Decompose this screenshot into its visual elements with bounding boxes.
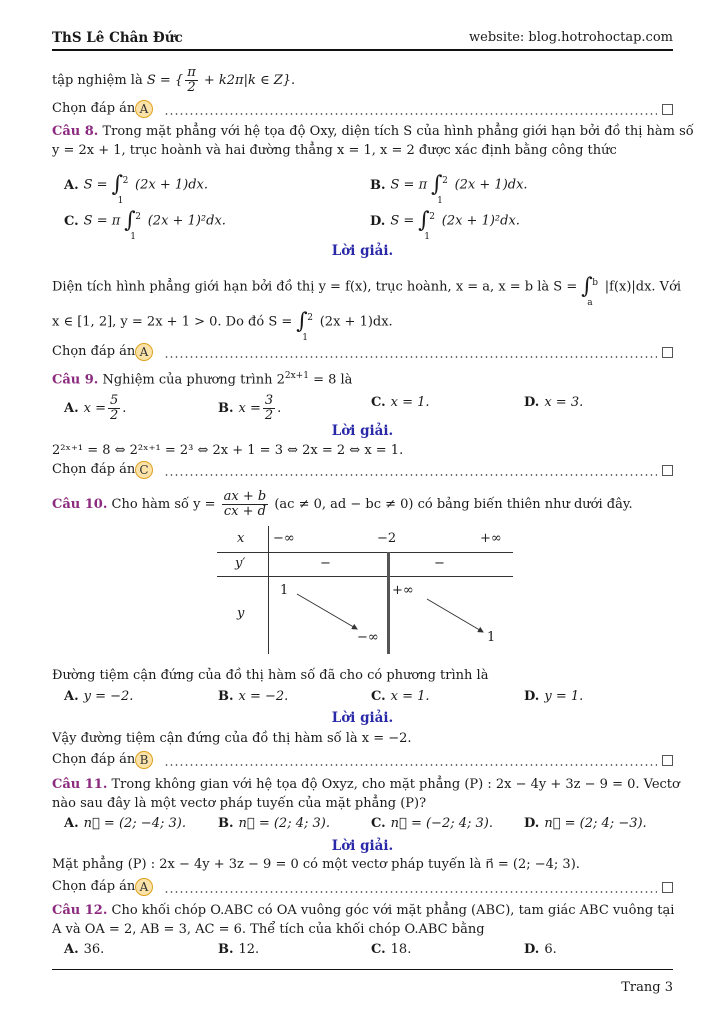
choose-label: Chọn đáp án: [52, 879, 136, 894]
option-key: A.: [64, 401, 79, 416]
q8-text2: y = 2x + 1, trục hoành và hai đường thẳng x = 1, x = 2 được xác định bằng công thức: [52, 143, 617, 158]
option-text: x = −2.: [238, 689, 289, 704]
option-key: D.: [370, 213, 386, 229]
denominator: 2: [109, 408, 119, 423]
page-number: Trang 3: [621, 980, 673, 995]
option-key: C.: [371, 395, 386, 410]
numerator: ax + b: [223, 489, 267, 504]
q10-solution-title: Lời giải.: [331, 710, 394, 726]
answer-badge: C: [135, 461, 153, 479]
choose-label: Chọn đáp án: [52, 752, 136, 767]
choose-label: Chọn đáp án: [52, 101, 136, 116]
y-value: 1: [280, 583, 289, 598]
dot-leader: [164, 474, 657, 476]
option-key: D.: [524, 395, 540, 410]
option-key: D.: [524, 816, 540, 831]
option-text: x = 3.: [544, 395, 584, 410]
q8-option-d[interactable]: [370, 208, 520, 242]
q11-text-line-2: nào sau đây là một vectơ pháp tuyến của mặt phẳng (P)?: [52, 796, 427, 811]
option-post: .: [122, 401, 127, 416]
prev-solution-line: [52, 66, 295, 95]
option-pre: S = π: [83, 213, 121, 229]
q8-solution-line-1: [52, 274, 682, 308]
q10-question: Đường tiệm cận đứng của đồ thị hàm số đã cho có phương trình là: [52, 668, 489, 683]
lower-bound: a: [587, 298, 593, 308]
option-key: B.: [218, 689, 234, 704]
option-key: A.: [64, 689, 79, 704]
x-value: −2: [377, 531, 397, 546]
website-link[interactable]: website: blog.hotrohoctap.com: [469, 30, 673, 45]
q9-text: Nghiệm của phương trình 2: [102, 372, 285, 388]
lower-bound: 1: [424, 232, 431, 242]
x-value: −∞: [273, 531, 295, 546]
q9-solution-title: Lời giải.: [331, 423, 394, 439]
q11-solution-title: Lời giải.: [331, 838, 394, 854]
derivative-sign: −: [434, 556, 445, 571]
upper-bound: 2: [122, 176, 129, 186]
q12-text1: Cho khối chóp O.ABC có OA vuông góc với mặt phẳng (ABC), tam giác ABC vuông tại: [111, 903, 675, 918]
option-text: 12.: [238, 942, 260, 957]
q8-text-line-2: [52, 142, 617, 160]
option-body: (2x + 1)dx.: [135, 177, 208, 193]
y-value: 1: [487, 630, 496, 645]
upper-bound: 2: [442, 176, 448, 186]
choose-answer-q8: [52, 343, 673, 363]
choose-label: Chọn đáp án: [52, 344, 136, 359]
answer-badge: A: [135, 878, 153, 896]
derivative-sign: −: [320, 556, 331, 571]
decreasing-arrow: [297, 594, 357, 629]
integral-sign: ∫ 2 1: [112, 174, 123, 196]
integral-sign: ∫ 2 1: [418, 210, 429, 232]
option-text: n⃗ = (2; 4; 3).: [238, 816, 330, 831]
option-key: C.: [371, 942, 386, 957]
q12-text-line-2: A và OA = 2, AB = 3, AC = 6. Thể tích của khối chóp O.ABC bằng: [52, 922, 485, 937]
option-key: C.: [64, 213, 79, 229]
sol-text: Diện tích hình phẳng giới hạn bởi đồ thị y = f(x), trục hoành, x = a, x = b là S =: [52, 279, 578, 295]
header-rule: [52, 49, 673, 51]
prev-text: tập nghiệm là: [52, 73, 147, 88]
option-key: C.: [371, 816, 386, 831]
sol-text: |f(x)|dx. Với: [604, 279, 682, 295]
q8-solution-line-2: [52, 309, 393, 343]
lower-bound: 1: [117, 196, 124, 206]
q10-text: Cho hàm số y =: [111, 497, 216, 512]
integral-sign: ∫ b a: [581, 276, 592, 298]
option-body: (2x + 1)dx.: [454, 177, 528, 193]
lower-bound: 1: [437, 196, 443, 206]
upper-bound: 2: [307, 313, 313, 323]
lower-bound: 1: [130, 232, 136, 242]
sol-text: x ∈ [1, 2], y = 2x + 1 > 0. Do đó S =: [52, 314, 293, 330]
option-key: B.: [218, 816, 234, 831]
option-text: n⃗ = (−2; 4; 3).: [390, 816, 493, 831]
exponent: 2x+1: [284, 371, 309, 381]
q8-option-b[interactable]: [370, 172, 528, 206]
fraction: [108, 394, 120, 423]
option-key: A.: [64, 942, 79, 957]
q11-solution: Mặt phẳng (P) : 2x − 4y + 3z − 9 = 0 có một vectơ pháp tuyến là n⃗ = (2; −4; 3).: [52, 857, 580, 872]
answer-badge: B: [135, 751, 153, 769]
option-pre: S =: [83, 177, 108, 193]
option-pre: x =: [83, 401, 106, 416]
option-text: x = 1.: [390, 689, 430, 704]
q10-label: Câu 10.: [52, 497, 108, 512]
option-body: (2x + 1)²dx.: [147, 213, 226, 229]
integral-sign: ∫ 2 1: [296, 311, 307, 333]
q8-label: Câu 8.: [52, 124, 99, 139]
q8-text1: Trong mặt phẳng với hệ tọa độ Oxy, diện tích S của hình phẳng giới hạn bởi đồ thị hàm số: [102, 124, 694, 139]
integral-sign: ∫ 2 1: [124, 210, 135, 232]
option-text: 6.: [544, 942, 557, 957]
option-text: n⃗ = (2; −4; 3).: [83, 816, 186, 831]
author-name: ThS Lê Chân Đức: [52, 30, 183, 46]
choose-label: Chọn đáp án: [52, 462, 136, 477]
upper-bound: 2: [429, 212, 436, 222]
q9-label: Câu 9.: [52, 372, 99, 388]
checkbox-icon[interactable]: [662, 104, 673, 115]
option-body: (2x + 1)²dx.: [441, 213, 520, 229]
option-pre: S =: [390, 213, 415, 229]
q11-text1: Trong không gian với hệ tọa độ Oxyz, cho mặt phẳng (P) : 2x − 4y + 3z − 9 = 0. Vectơ: [111, 777, 680, 792]
option-post: .: [277, 401, 282, 416]
upper-bound: b: [592, 278, 599, 288]
row-label-x: x: [237, 531, 245, 546]
option-key: A.: [64, 177, 79, 193]
q8-text-line-1: [52, 123, 694, 141]
choose-answer-prev: [52, 100, 673, 120]
prev-math: S = { $\frac{\pi}{2}$ + k2π|k ∈ Z}.: [146, 65, 296, 95]
option-text: n⃗ = (2; 4; −3).: [544, 816, 647, 831]
variation-arrows: [217, 526, 513, 654]
option-key: B.: [370, 177, 386, 193]
option-key: D.: [524, 942, 540, 957]
q8-solution-title: Lời giải.: [331, 243, 394, 259]
option-text: x = 1.: [390, 395, 430, 410]
q9-option-d[interactable]: [524, 394, 583, 412]
checkbox-icon[interactable]: [662, 347, 673, 358]
q12-label: Câu 12.: [52, 903, 108, 918]
option-text: y = 1.: [544, 689, 584, 704]
q8-option-a[interactable]: [64, 172, 208, 206]
choose-answer-q9: [52, 461, 673, 481]
variation-table: [217, 526, 513, 654]
numerator: 3: [264, 393, 274, 408]
option-key: C.: [371, 689, 386, 704]
option-pre: x =: [238, 401, 261, 416]
lower-bound: 1: [302, 333, 308, 343]
option-key: D.: [524, 689, 540, 704]
page-header: [52, 30, 673, 50]
upper-bound: 2: [135, 212, 141, 222]
option-key: A.: [64, 816, 79, 831]
row-label-yprime: y′: [235, 556, 246, 571]
q10-text: (ac ≠ 0, ad − bc ≠ 0) có bảng biến thiên như dưới đây.: [274, 497, 633, 512]
x-value: +∞: [480, 531, 502, 546]
q10-solution: Vậy đường tiệm cận đứng của đồ thị hàm số là x = −2.: [52, 731, 412, 746]
q9-solution: 2²ˣ⁺¹ = 8 ⇔ 2²ˣ⁺¹ = 2³ ⇔ 2x + 1 = 3 ⇔ 2x = 2 ⇔ x = 1.: [52, 443, 404, 458]
q9-text: = 8 là: [308, 372, 353, 388]
q11-label: Câu 11.: [52, 777, 108, 792]
q9-option-a[interactable]: [64, 394, 126, 423]
denominator: cx + d: [223, 504, 266, 519]
numerator: 5: [109, 393, 119, 408]
answer-badge: A: [135, 343, 153, 361]
document-page: [52, 0, 694, 1024]
sol-text: (2x + 1)dx.: [319, 314, 393, 330]
dot-leader: [164, 356, 657, 358]
checkbox-icon[interactable]: [662, 465, 673, 476]
option-text: 18.: [390, 942, 412, 957]
q8-option-c[interactable]: [64, 208, 226, 242]
integral-sign: ∫ 2 1: [431, 174, 442, 196]
option-key: B.: [218, 401, 234, 416]
y-value: −∞: [357, 630, 379, 645]
q10-text-line: [52, 490, 633, 519]
denominator: 2: [264, 408, 274, 423]
y-value: +∞: [392, 583, 414, 598]
option-pre: S = π: [390, 177, 428, 193]
option-key: B.: [218, 942, 234, 957]
option-text: y = −2.: [83, 689, 134, 704]
dot-leader: [164, 113, 657, 115]
answer-badge: A: [135, 100, 153, 118]
q9-option-b[interactable]: [218, 394, 281, 423]
row-label-y: y: [237, 606, 245, 621]
q9-option-c[interactable]: [371, 394, 430, 412]
decreasing-arrow: [427, 599, 483, 632]
fraction: [263, 394, 275, 423]
option-text: 36.: [83, 942, 105, 957]
q9-text-line: [52, 367, 352, 389]
fraction: [222, 490, 269, 519]
